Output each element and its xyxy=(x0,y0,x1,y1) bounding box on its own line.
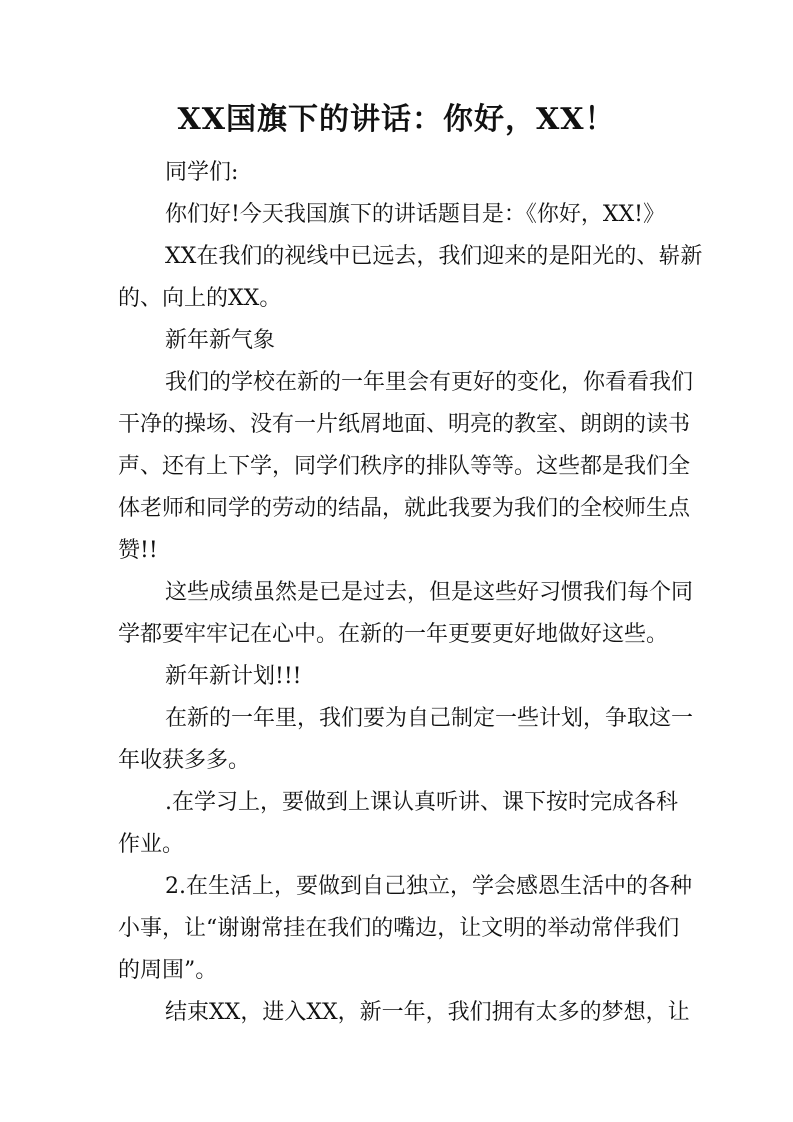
text-line: .在学习上，要做到上课认真听讲、课下按时完成各科 xyxy=(165,790,678,815)
paragraph xyxy=(118,152,673,194)
text-line: 同学们: xyxy=(165,160,239,185)
text-line: 作业。 xyxy=(118,832,185,857)
text-line: 在新的一年里，我们要为自己制定一些计划，争取这一 xyxy=(165,706,694,731)
text-line: 结束XX，进入XX，新一年，我们拥有太多的梦想，让 xyxy=(165,1000,690,1025)
paragraph xyxy=(118,236,703,320)
paragraph xyxy=(118,572,694,656)
text-line: 我们的学校在新的一年里会有更好的变化，你看看我们 xyxy=(165,370,694,395)
text-line: 声、还有上下学，同学们秩序的排队等等。这些都是我们全 xyxy=(118,454,691,479)
document-title: XX国旗下的讲话：你好，XX！ xyxy=(177,102,616,137)
text-line: 赞!! xyxy=(118,538,158,563)
paragraph xyxy=(118,698,694,782)
text-line: 年收获多多。 xyxy=(118,748,251,773)
text-line: 的周围”。 xyxy=(118,958,218,983)
paragraph xyxy=(118,992,690,1034)
paragraph xyxy=(118,362,694,572)
text-line: 新年新气象 xyxy=(165,328,276,353)
document-body xyxy=(118,152,703,1034)
text-line: 的、向上的XX。 xyxy=(118,286,282,311)
paragraph xyxy=(118,194,673,236)
paragraph xyxy=(118,782,678,866)
text-line: 你们好!今天我国旗下的讲话题目是：《你好，XX!》 xyxy=(165,202,666,227)
text-line: 干净的操场、没有一片纸屑地面、明亮的教室、朗朗的读书 xyxy=(118,412,691,437)
paragraph xyxy=(118,656,673,698)
text-line: XX在我们的视线中已远去，我们迎来的是阳光的、崭新 xyxy=(165,244,703,269)
paragraph xyxy=(118,866,692,992)
text-line: 体老师和同学的劳动的结晶，就此我要为我们的全校师生点 xyxy=(118,496,691,521)
text-line: 这些成绩虽然是已是过去，但是这些好习惯我们每个同 xyxy=(165,580,694,605)
text-line: 2.在生活上，要做到自己独立，学会感恩生活中的各种 xyxy=(165,874,692,899)
text-line: 学都要牢牢记在心中。在新的一年更要更好地做好这些。 xyxy=(118,622,669,647)
paragraph xyxy=(118,320,673,362)
text-line: 新年新计划!!! xyxy=(165,664,302,689)
text-line: 小事，让“谢谢常挂在我们的嘴边，让文明的举动常伴我们 xyxy=(118,916,680,941)
